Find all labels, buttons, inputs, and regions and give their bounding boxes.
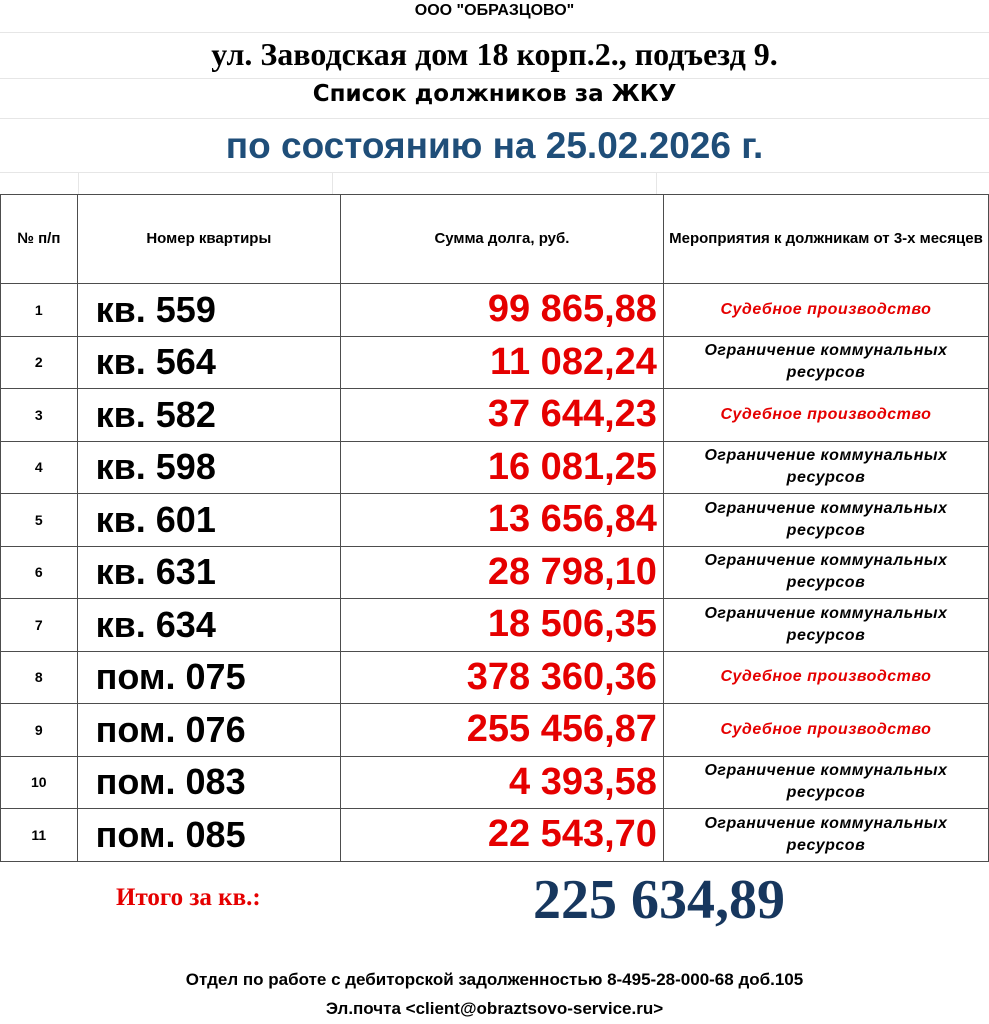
debt-amount: 99 865,88 — [340, 284, 663, 337]
table-row — [1, 599, 989, 652]
row-number: 7 — [1, 599, 78, 652]
column-header-number: № п/п — [1, 195, 78, 284]
table-row — [1, 704, 989, 757]
table-row — [1, 546, 989, 599]
debtor-action: Ограничение коммунальных ресурсов — [663, 441, 988, 494]
table-row — [1, 389, 989, 442]
row-number: 6 — [1, 546, 78, 599]
grid-line — [0, 172, 989, 173]
apartment-number: пом. 075 — [77, 651, 340, 704]
table-row — [1, 284, 989, 337]
building-address: ул. Заводская дом 18 корп.2., подъезд 9. — [211, 36, 778, 72]
grid-line — [0, 78, 989, 79]
debt-amount: 22 543,70 — [340, 809, 663, 862]
row-number: 5 — [1, 494, 78, 547]
row-number: 9 — [1, 704, 78, 757]
debtor-action: Ограничение коммунальных ресурсов — [663, 494, 988, 547]
table-row — [1, 494, 989, 547]
debtor-action: Ограничение коммунальных ресурсов — [663, 599, 988, 652]
debt-amount: 37 644,23 — [340, 389, 663, 442]
apartment-number: пом. 076 — [77, 704, 340, 757]
row-number: 2 — [1, 336, 78, 389]
department-contact: Отдел по работе с дебиторской задолженностью 8-495-28-000-68 доб.105 — [185, 970, 804, 989]
debt-amount: 255 456,87 — [340, 704, 663, 757]
grid-line — [78, 172, 79, 194]
table-row — [1, 336, 989, 389]
apartment-number: кв. 559 — [77, 284, 340, 337]
grid-line — [0, 32, 989, 33]
apartment-number: кв. 564 — [77, 336, 340, 389]
debtor-action: Ограничение коммунальных ресурсов — [663, 809, 988, 862]
debtors-table — [0, 194, 989, 862]
row-number: 1 — [1, 284, 78, 337]
column-header-actions: Мероприятия к должникам от 3-х месяцев — [663, 195, 988, 284]
apartment-number: пом. 085 — [77, 809, 340, 862]
apartment-number: кв. 598 — [77, 441, 340, 494]
debtor-action: Ограничение коммунальных ресурсов — [663, 336, 988, 389]
grid-line — [332, 172, 333, 194]
debtor-action: Судебное производство — [663, 704, 988, 757]
apartment-number: кв. 631 — [77, 546, 340, 599]
debtor-action: Ограничение коммунальных ресурсов — [663, 756, 988, 809]
debt-amount: 4 393,58 — [340, 756, 663, 809]
table-row — [1, 809, 989, 862]
row-number: 10 — [1, 756, 78, 809]
debt-amount: 11 082,24 — [340, 336, 663, 389]
total-label: Итого за кв.: — [116, 884, 261, 911]
total-value: 225 634,89 — [533, 869, 785, 931]
debtor-action: Судебное производство — [663, 284, 988, 337]
row-number: 8 — [1, 651, 78, 704]
column-header-debt: Сумма долга, руб. — [340, 195, 663, 284]
apartment-number: кв. 634 — [77, 599, 340, 652]
debt-amount: 16 081,25 — [340, 441, 663, 494]
list-title: Список должников за ЖКУ — [312, 81, 677, 107]
debtor-action: Судебное производство — [663, 651, 988, 704]
debt-amount: 13 656,84 — [340, 494, 663, 547]
apartment-number: кв. 582 — [77, 389, 340, 442]
grid-line — [0, 118, 989, 119]
grid-line — [656, 172, 657, 194]
debt-amount: 18 506,35 — [340, 599, 663, 652]
debt-amount: 378 360,36 — [340, 651, 663, 704]
row-number: 4 — [1, 441, 78, 494]
debtor-action: Ограничение коммунальных ресурсов — [663, 546, 988, 599]
table-row — [1, 651, 989, 704]
apartment-number: пом. 083 — [77, 756, 340, 809]
as-of-date: по состоянию на 25.02.2026 г. — [225, 125, 764, 166]
column-header-apartment: Номер квартиры — [77, 195, 340, 284]
apartment-number: кв. 601 — [77, 494, 340, 547]
table-row — [1, 441, 989, 494]
row-number: 11 — [1, 809, 78, 862]
debt-amount: 28 798,10 — [340, 546, 663, 599]
table-row — [1, 756, 989, 809]
email-contact: Эл.почта <client@obraztsovo-service.ru> — [325, 999, 664, 1018]
company-name: ООО "ОБРАЗЦОВО" — [414, 2, 575, 19]
debtor-action: Судебное производство — [663, 389, 988, 442]
table-header-row — [1, 195, 989, 284]
row-number: 3 — [1, 389, 78, 442]
